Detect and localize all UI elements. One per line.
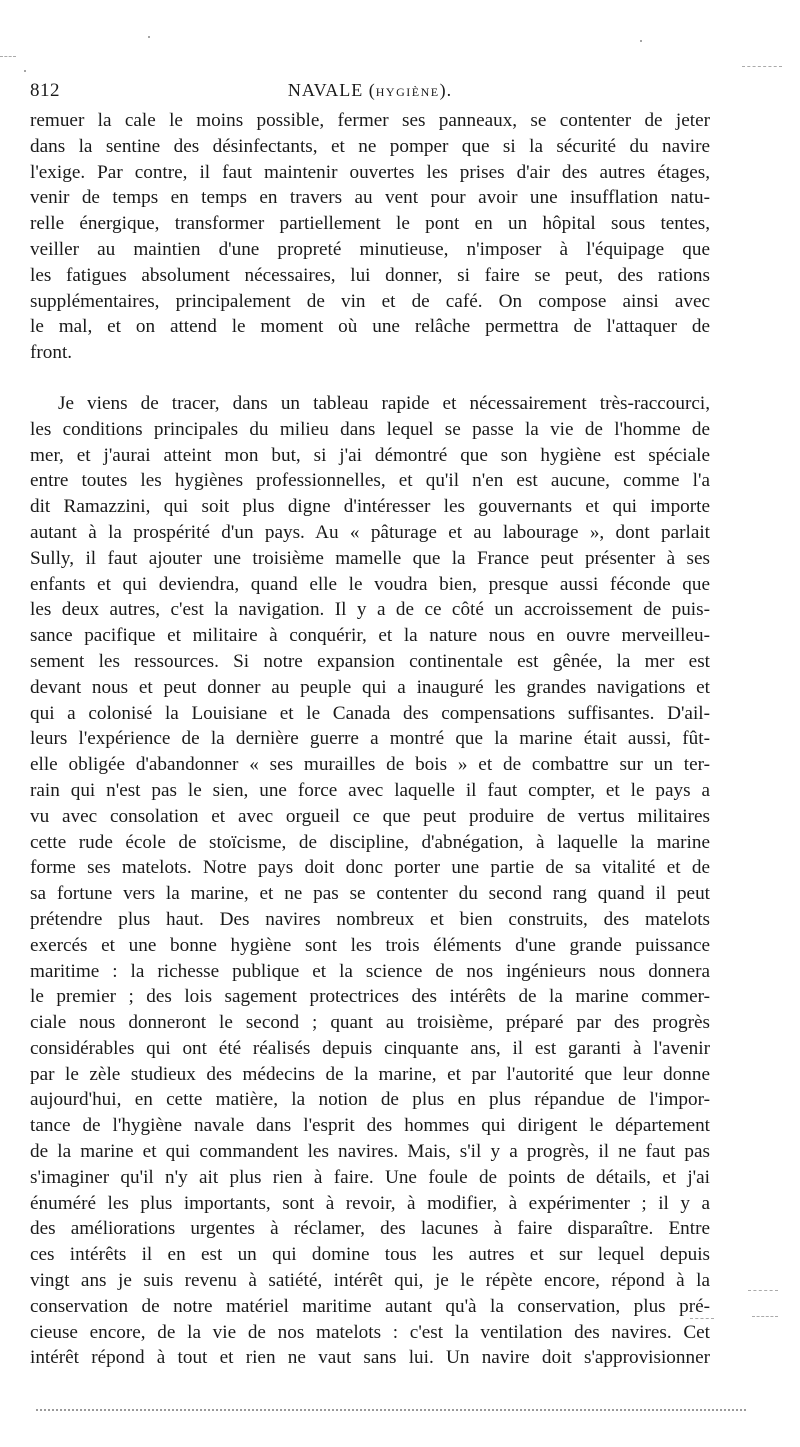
scan-speck [24, 70, 26, 72]
text-line: ciale nous donneront le second ; quant au troisième, préparé par des progrès [30, 1012, 710, 1034]
text-line: ces intérêts il en est un qui domine tous les autres et sur lequel depuis [30, 1244, 710, 1266]
text-line: aujourd'hui, en cette matière, la notion de plus en plus répandue de l'impor- [30, 1089, 710, 1111]
text-line: cette rude école de stoïcisme, de discipline, d'abnégation, à laquelle la marine [30, 831, 710, 853]
text-line: le mal, et on attend le moment où une relâche permettra de l'attaquer de [30, 316, 710, 338]
text-line: les conditions principales du milieu dans lequel se passe la vie de l'homme de [30, 418, 710, 440]
text-line: enfants et qui deviendra, quand elle le voudra bien, presque aussi féconde que [30, 573, 710, 595]
text-line: Je viens de tracer, dans un tableau rapide et nécessairement très-raccourci, [58, 392, 710, 414]
page [30, 78, 710, 1371]
text-line: rain qui n'est pas le sien, une force avec laquelle il faut compter, et le pays a [30, 779, 710, 801]
text-line: veiller au maintien d'une propreté minutieuse, n'imposer à l'équipage que [30, 238, 710, 260]
text-line: dit Ramazzini, qui soit plus digne d'intéresser les gouvernants et qui importe [30, 496, 710, 518]
scan-mark [752, 1316, 778, 1317]
text-line: devant nous et peut donner au peuple qui a inauguré les grandes navigations et [30, 676, 710, 698]
text-line: énuméré les plus importants, sont à revoir, à modifier, à expérimenter ; il y a [30, 1192, 710, 1214]
text-line: remuer la cale le moins possible, fermer ses panneaux, se contenter de jeter [30, 110, 710, 131]
text-line: de la marine et qui commandent les navires. Mais, s'il y a progrès, il ne faut pas [30, 1141, 710, 1163]
paragraph-1 [30, 108, 710, 366]
text-line: mer, et j'aurai atteint mon but, si j'ai démontré que son hygiène est spéciale [30, 444, 710, 466]
text-line: intérêt répond à tout et rien ne vaut sans lui. Un navire doit s'approvisionner [30, 1347, 710, 1369]
text-line: qui a colonisé la Louisiane et le Canada des compensations suffisantes. D'ail- [30, 702, 710, 724]
text-line: vingt ans je suis revenu à satiété, intérêt qui, je le répète encore, répond à la [30, 1270, 710, 1292]
text-line: prétendre plus haut. Des navires nombreux et bien construits, des matelots [30, 908, 710, 930]
text-line: des améliorations urgentes à réclamer, des lacunes à faire disparaître. Entre [30, 1218, 710, 1240]
text-line: les fatigues absolument nécessaires, lui donner, si faire se peut, des rations [30, 264, 710, 286]
scan-speck [148, 36, 150, 38]
text-line: par le zèle studieux des médecins de la marine, et par l'autorité que leur donne [30, 1063, 710, 1085]
text-line: relle énergique, transformer partiellement le pont en un hôpital sous tentes, [30, 213, 710, 235]
running-title-end: ). [439, 80, 453, 100]
text-line: venir de temps en temps en travers au vent pour avoir une insufflation natu- [30, 187, 710, 209]
text-line: forme ses matelots. Notre pays doit donc porter une partie de sa vitalité et de [30, 857, 710, 879]
text-line: leurs l'expérience de la dernière guerre a montré que la marine était aussi, fût- [30, 728, 710, 750]
text-line: l'exige. Par contre, il faut maintenir ouvertes les prises d'air des autres étages, [30, 161, 710, 183]
text-line: les deux autres, c'est la navigation. Il y a de ce côté un accroissement de puis- [30, 599, 710, 621]
text-line: conservation de notre matériel maritime autant qu'à la conservation, plus pré- [30, 1295, 710, 1317]
text-line: vu avec consolation et avec orgueil ce que peut produire de vertus militaires [30, 805, 710, 827]
text-line: dans la sentine des désinfectants, et ne pomper que si la sécurité du navire [30, 135, 710, 157]
text-line: le premier ; des lois sagement protectrices des intérêts de la marine commer- [30, 986, 710, 1008]
text-line: entre toutes les hygiènes professionnelles, et qu'il n'en est aucune, comme l'a [30, 470, 710, 492]
text-line: supplémentaires, principalement de vin et de café. On compose ainsi avec [30, 290, 710, 312]
text-line: sa fortune vers la marine, et ne pas se contenter du second rang quand il peut [30, 883, 710, 905]
running-title-section: HYGIÈNE [375, 85, 440, 99]
text-line: cieuse encore, de la vie de nos matelots : c'est la ventilation des navires. Cet [30, 1321, 710, 1343]
page-number: 812 [30, 80, 60, 101]
scan-speck [640, 40, 642, 42]
running-title [30, 80, 710, 101]
scan-mark [742, 66, 782, 67]
text-line: front. [30, 342, 73, 364]
scan-mark [748, 1290, 778, 1291]
scan-bottom-rule [36, 1409, 746, 1411]
text-line: sement les ressources. Si notre expansion continentale est gênée, la mer est [30, 650, 710, 672]
text-line: considérables qui ont été réalisés depuis cinquante ans, il est garanti à l'avenir [30, 1037, 710, 1059]
running-title-main: NAVALE ( [287, 80, 376, 100]
text-line: autant à la prospérité d'un pays. Au « pâturage et au labourage », dont parlait [30, 521, 710, 543]
text-line: Sully, il faut ajouter une troisième mamelle que la France peut présenter à ses [30, 547, 710, 569]
text-line: exercés et une bonne hygiène sont les trois éléments d'une grande puissance [30, 934, 710, 956]
scan-mark [690, 1318, 714, 1319]
text-line: s'imaginer qu'il n'y ait plus rien à faire. Une foule de points de détails, et j'ai [30, 1166, 710, 1188]
text-line: elle obligée d'abandonner « ses murailles de bois » et de combattre sur un ter- [30, 754, 710, 776]
running-header [30, 78, 710, 108]
text-line: sance pacifique et militaire à conquérir, et la nature nous en ouvre merveilleu- [30, 625, 710, 647]
paragraph-2 [30, 391, 710, 1371]
paragraph-separator [30, 366, 710, 391]
text-line: maritime : la richesse publique et la science de nos ingénieurs nous donnera [30, 960, 710, 982]
text-line: tance de l'hygiène navale dans l'esprit des hommes qui dirigent le département [30, 1115, 710, 1137]
scan-mark [0, 56, 16, 57]
body-text [30, 108, 710, 1371]
